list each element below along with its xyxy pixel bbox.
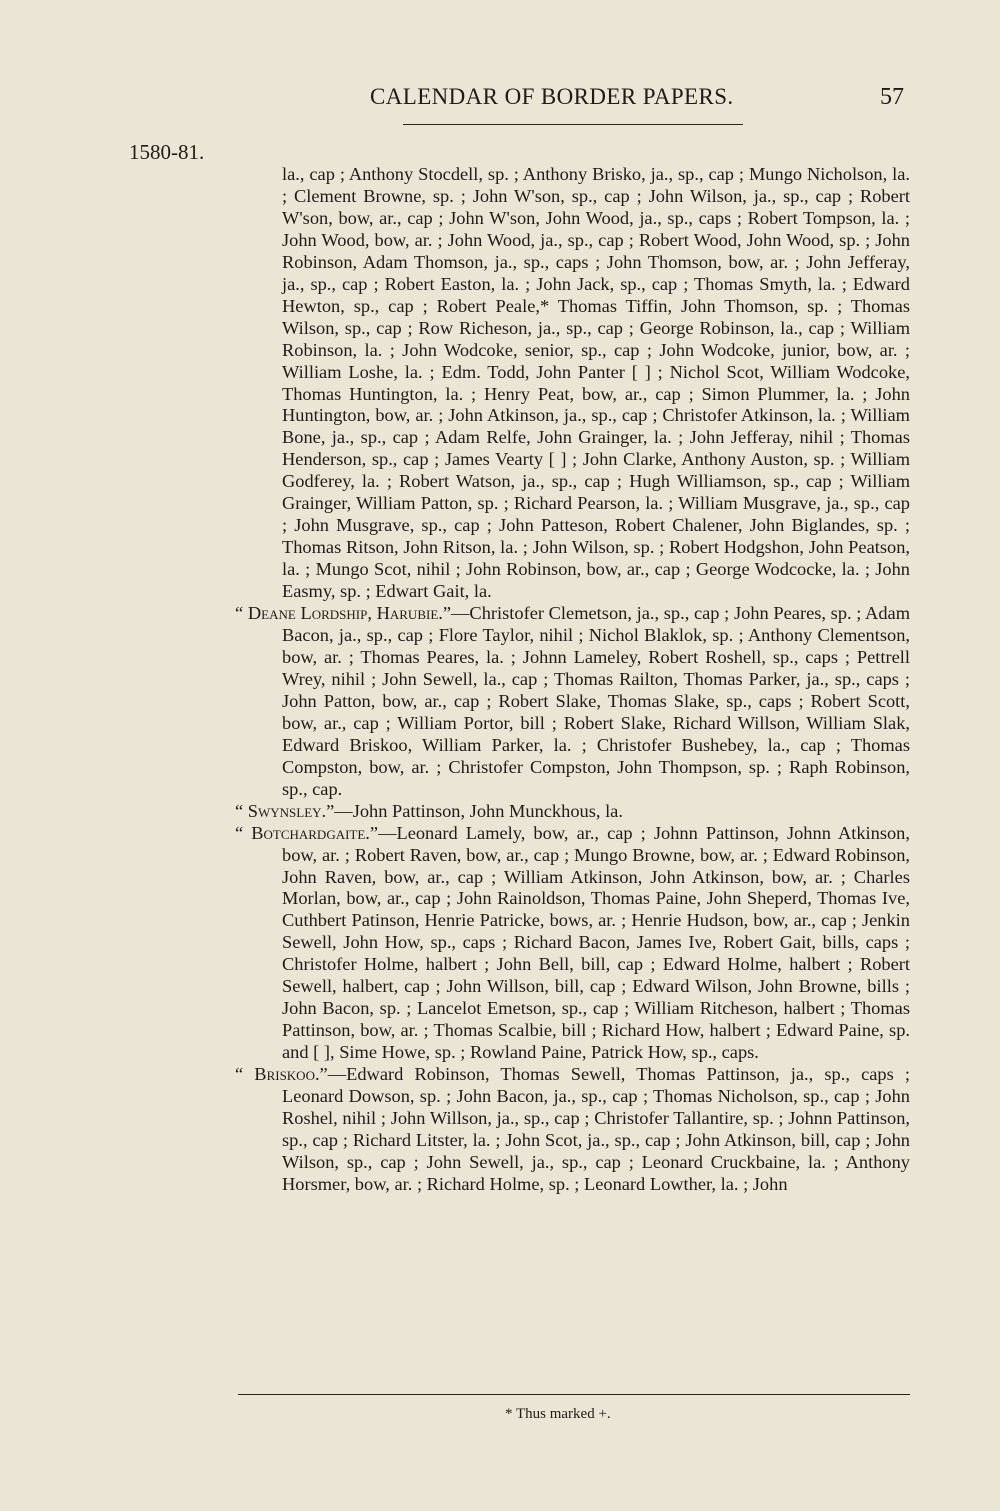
margin-year: 1580-81. [129,140,205,164]
paragraph-heading: “ Botchardgaite.” [235,822,379,843]
footnote-rule [238,1394,910,1395]
paragraph-text: —Leonard Lamely, bow, ar., cap ; Johnn Pattinson, Johnn Atkinson, bow, ar. ; Robert Raven, bow, ar., cap ; Mungo Browne, bow, ar. ; Edward Robinson, John Raven, bow, ar., cap ; William Atkinson, John Atkinson, bow, ar. ; Charles Morlan, bow, ar., cap ; John Rainoldson, Thomas Paine, John Sheperd, Thomas Ive, Cuthbert Patinson, Henrie Patricke, bows, ar. ; Henrie Hudson, bow, ar., cap ; Jenkin Sewell, John How, sp., caps ; Richard Bacon, James Ive, Robert Gait, bills, caps ; Christofer Holme, halbert ; John Bell, bill, cap ; Edward Holme, halbert ; Robert Sewell, halbert, cap ; John Willson, bill, cap ; Edward Wilson, John Browne, bills ; John Bacon, sp. ; Lancelot Emetson, sp., cap ; William Ritcheson, halbert ; Thomas Pattinson, bow, ar. ; Thomas Scalbie, bill ; Richard How, halbert ; Edward Paine, sp. and [ ], Sime Howe, sp. ; Rowland Paine, Patrick How, sp., caps. [282,822,910,1063]
running-title: CALENDAR OF BORDER PAPERS. [370,84,734,109]
page-number: 57 [880,84,904,110]
footnote: * Thus marked +. [505,1406,611,1422]
paragraph-text: la., cap ; Anthony Stocdell, sp. ; Anthony Brisko, ja., sp., cap ; Mungo Nicholson, la. ; Clement Browne, sp. ; John W'son, sp., cap ; John Wilson, ja., sp., cap ; Robert W'son, bow, ar., cap ; John W'son, John Wood, ja., sp., caps ; Robert Tompson, la. ; John Wood, bow, ar. ; John Wood, ja., sp., cap ; Robert Wood, John Wood, sp. ; John Robinson, Adam Thomson, ja., sp., caps ; John Thomson, bow, ar. ; John Jefferay, ja., sp., cap ; Robert Easton, la. ; John Jack, sp., cap ; Thomas Smyth, la. ; Edward Hewton, sp., cap ; Robert Peale,* Thomas Tiffin, John Thomson, sp. ; Thomas Wilson, sp., cap ; Row Richeson, ja., sp., cap ; George Robinson, la., cap ; William Robinson, la. ; John Wodcoke, senior, sp., cap ; John Wodcoke, junior, bow, ar. ; William Loshe, la. ; Edm. Todd, John Panter [ ] ; Nichol Scot, William Wodcoke, Thomas Huntington, la. ; Henry Peat, bow, ar., cap ; Simon Plummer, la. ; John Huntington, bow, ar. ; John Atkinson, ja., sp., cap ; Christofer Atkinson, la. ; William Bone, ja., sp., cap ; Adam Relfe, John Grainger, la. ; John Jefferay, nihil ; Thomas Henderson, sp., cap ; James Vearty [ ] ; John Clarke, Anthony Auston, sp. ; William Godferey, la. ; Robert Watson, ja., sp., cap ; Hugh Williamson, sp., cap ; William Grainger, William Patton, sp. ; Richard Pearson, la. ; William Musgrave, ja., sp., cap ; John Musgrave, sp., cap ; John Patteson, Robert Chalener, John Biglandes, sp. ; Thomas Ritson, John Ritson, la. ; John Wilson, sp. ; Robert Hodgshon, John Peatson, la. ; Mungo Scot, nihil ; John Robinson, bow, ar., cap ; George Wodcocke, la. ; John Easmy, sp. ; Edwart Gait, la. [282,164,910,602]
header-rule [403,124,743,125]
paragraph-swynsley [235,800,910,823]
paragraph-heading: “ Briskoo.” [235,1064,328,1085]
paragraph-briskoo [235,1064,911,1196]
paragraph-deane-lordship [235,603,911,801]
body-text [235,164,911,1196]
paragraph-continued [282,164,910,603]
paragraph-text: —Edward Robinson, Thomas Sewell, Thomas Pattinson, ja., sp., caps ; Leonard Dowson, sp. ; John Bacon, ja., sp., cap ; Thomas Nicholson, sp., cap ; John Roshel, nihil ; John Willson, ja., sp., cap ; Christofer Tallantire, sp. ; Johnn Pattinson, sp., cap ; Richard Litster, la. ; John Scot, ja., sp., cap ; John Atkinson, bill, cap ; John Wilson, sp., cap ; John Sewell, ja., sp., cap ; Leonard Cruckbaine, la. ; Anthony Horsmer, bow, ar. ; Richard Holme, sp. ; Leonard Lowther, la. ; John [282,1064,911,1194]
paragraph-text: —Christofer Clemetson, ja., sp., cap ; John Peares, sp. ; Adam Bacon, ja., sp., cap ; Flore Taylor, nihil ; Nichol Blaklok, sp. ; Anthony Clementson, bow, ar. ; Thomas Peares, la. ; Johnn Lameley, Robert Roshell, sp., caps ; Pettrell Wrey, nihil ; John Sewell, la., cap ; Thomas Railton, Thomas Parker, ja., sp., caps ; John Patton, bow, ar., cap ; Robert Slake, Thomas Slake, sp., caps ; Robert Scott, bow, ar., cap ; William Portor, bill ; Robert Slake, Richard Willson, William Slak, Edward Briskoo, William Parker, la. ; Christofer Bushebey, la., cap ; Thomas Compston, bow, ar. ; Christofer Compston, John Thompson, sp. ; Raph Robinson, sp., cap. [282,603,911,799]
paragraph-botchardgaite [235,822,910,1064]
paragraph-text: —John Pattinson, John Munckhous, la. [334,800,623,821]
paragraph-heading: “ Swynsley.” [235,800,335,821]
paragraph-heading: “ Deane Lordship, Harubie.” [235,603,452,624]
